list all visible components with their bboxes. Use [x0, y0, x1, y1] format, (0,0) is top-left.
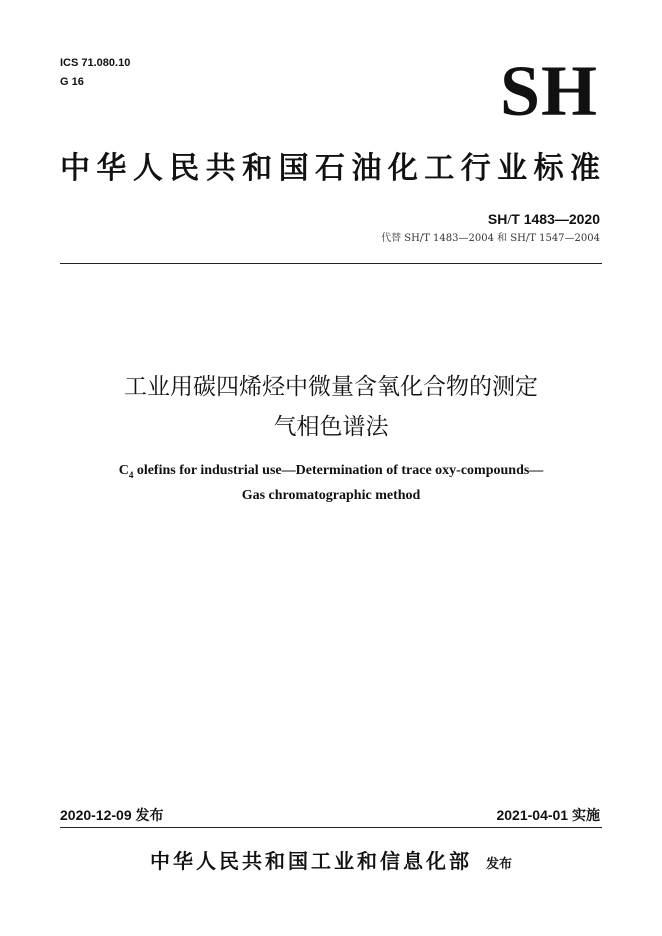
bottom-divider	[60, 827, 602, 828]
sh-logo: SH	[499, 51, 598, 131]
publisher-suffix: 发布	[485, 857, 512, 872]
standard-number-prefix: SH	[487, 211, 508, 227]
publisher-line	[0, 845, 662, 874]
publisher-name: 中华人民共和国工业和信息化部	[149, 849, 472, 873]
en-title-rest: olefins for industrial use—Determination of trace oxy-compounds—	[133, 463, 544, 478]
ccs-code: G 16	[60, 76, 84, 88]
en-title-line-2: Gas chromatographic method	[241, 488, 421, 503]
cn-title-line-1: 工业用碳四烯烃中微量含氧化合物的测定	[124, 374, 538, 400]
ics-code: ICS 71.080.10	[60, 57, 131, 69]
standard-category-title: 中华人民共和国石油化工行业标准	[60, 151, 602, 186]
top-divider	[60, 263, 602, 264]
en-title-subscript: 4	[128, 469, 134, 480]
en-title-c: C	[118, 463, 129, 478]
standard-number	[488, 211, 600, 229]
standard-number-slash: /	[507, 213, 512, 228]
en-title-line-1	[0, 462, 662, 484]
replaces-note: 代替 SH/T 1483—2004 和 SH/T 1547—2004	[381, 233, 600, 244]
implementation-date: 2021-04-01 实施	[496, 807, 600, 823]
standard-number-suffix: T 1483—2020	[511, 211, 600, 227]
issue-date: 2020-12-09 发布	[60, 807, 164, 823]
cn-title-line-2: 气相色谱法	[273, 414, 389, 440]
